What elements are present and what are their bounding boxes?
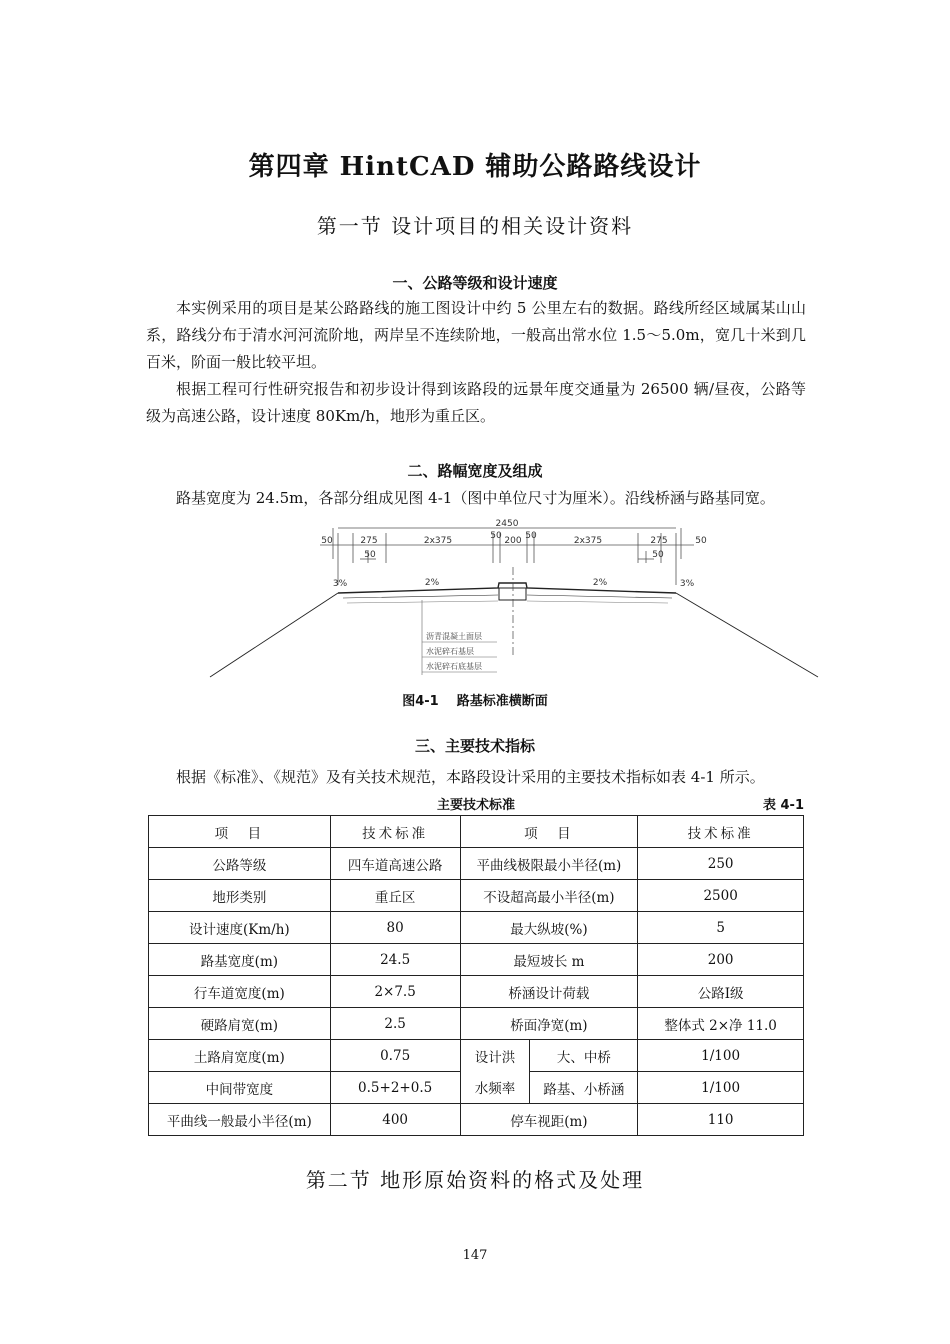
table-cell: 路基宽度(m) bbox=[149, 944, 331, 976]
table-cell: 110 bbox=[638, 1104, 804, 1136]
dim-label: 275 bbox=[360, 536, 378, 546]
dim-label: 50 bbox=[652, 550, 664, 560]
dim-label: 275 bbox=[650, 536, 668, 546]
table-cell: 公路Ⅰ级 bbox=[638, 976, 804, 1008]
paragraph-project-intro: 本实例采用的项目是某公路路线的施工图设计中约 5 公里左右的数据。路线所经区域属某山山系，路线分布于清水河河流阶地，两岸呈不连续阶地，一般高出常水位 1.5～5.0m，宽几十米到几百米，阶面一般比较平坦。 bbox=[146, 299, 806, 371]
dim-label: 50 bbox=[364, 550, 376, 560]
dim-label: 50 bbox=[490, 531, 502, 541]
table-row bbox=[149, 1072, 804, 1104]
table-cell: 公路等级 bbox=[149, 848, 331, 880]
dim-label: 2x375 bbox=[423, 536, 453, 546]
slope-label: 2% bbox=[424, 578, 440, 588]
paragraph-roadbed-width: 路基宽度为 24.5m，各部分组成见图 4-1（图中单位尺寸为厘米）。沿线桥涵与路基同宽。 bbox=[176, 489, 775, 507]
subheading-width: 二、路幅宽度及组成 bbox=[407, 462, 543, 480]
table-cell: 整体式 2×净 11.0 bbox=[638, 1008, 804, 1040]
dim-total-label: 2450 bbox=[495, 519, 519, 529]
layer-label: 水泥碎石基层 bbox=[426, 647, 474, 656]
figure-caption bbox=[0, 690, 950, 709]
roadbed-cross-section-figure bbox=[200, 515, 825, 685]
table-cell: 5 bbox=[638, 912, 804, 944]
slope-label: 3% bbox=[679, 579, 695, 589]
table-cell: 平曲线极限最小半径(m) bbox=[460, 848, 638, 880]
table-cell: 平曲线一般最小半径(m) bbox=[149, 1104, 331, 1136]
table-cell: 200 bbox=[638, 944, 804, 976]
table-cell: 1/100 bbox=[638, 1040, 804, 1072]
layer-label: 水泥碎石底基层 bbox=[426, 662, 482, 671]
main-tech-standards-table bbox=[148, 815, 804, 1136]
table-header-cell: 项 目 bbox=[460, 816, 638, 848]
slope-label: 3% bbox=[332, 579, 348, 589]
table-cell: 2×7.5 bbox=[330, 976, 460, 1008]
table-cell: 四车道高速公路 bbox=[330, 848, 460, 880]
table-row bbox=[149, 944, 804, 976]
table-cell: 24.5 bbox=[330, 944, 460, 976]
table-row bbox=[149, 1008, 804, 1040]
layer-label: 沥青混凝土面层 bbox=[426, 632, 482, 641]
table-cell: 不设超高最小半径(m) bbox=[460, 880, 638, 912]
table-cell: 行车道宽度(m) bbox=[149, 976, 331, 1008]
table-cell: 最短坡长 m bbox=[460, 944, 638, 976]
table-row bbox=[149, 848, 804, 880]
table-cell: 硬路肩宽(m) bbox=[149, 1008, 331, 1040]
table-row bbox=[149, 912, 804, 944]
table-cell: 中间带宽度 bbox=[149, 1072, 331, 1104]
table-cell: 土路肩宽度(m) bbox=[149, 1040, 331, 1072]
page-number: 147 bbox=[462, 1248, 488, 1263]
table-cell: 80 bbox=[330, 912, 460, 944]
table-row bbox=[149, 1104, 804, 1136]
table-cell: 水频率 bbox=[460, 1072, 530, 1104]
table-header-cell: 项 目 bbox=[149, 816, 331, 848]
figure-caption-number: 图4-1 bbox=[402, 694, 439, 709]
table-number: 表 4-1 bbox=[762, 798, 804, 813]
table-header-row bbox=[149, 816, 804, 848]
dim-label: 2x375 bbox=[573, 536, 603, 546]
paragraph-block-3 bbox=[146, 764, 806, 791]
table-cell: 设计速度(Km/h) bbox=[149, 912, 331, 944]
table-cell: 1/100 bbox=[638, 1072, 804, 1104]
table-row bbox=[149, 880, 804, 912]
table-cell: 0.75 bbox=[330, 1040, 460, 1072]
figure-caption-text: 路基标准横断面 bbox=[456, 694, 548, 709]
paragraph-block-2 bbox=[146, 485, 806, 512]
subheading-grade-speed: 一、公路等级和设计速度 bbox=[392, 274, 558, 292]
table-cell: 0.5+2+0.5 bbox=[330, 1072, 460, 1104]
chapter-title: 第四章 HintCAD 辅助公路路线设计 bbox=[248, 152, 702, 182]
table-cell: 2500 bbox=[638, 880, 804, 912]
dim-label: 50 bbox=[321, 536, 333, 546]
table-cell: 停车视距(m) bbox=[460, 1104, 638, 1136]
table-cell: 400 bbox=[330, 1104, 460, 1136]
table-cell: 地形类别 bbox=[149, 880, 331, 912]
table-cell: 桥面净宽(m) bbox=[460, 1008, 638, 1040]
table-header-cell: 技术标准 bbox=[638, 816, 804, 848]
table-cell: 最大纵坡(%) bbox=[460, 912, 638, 944]
dim-label: 50 bbox=[695, 536, 707, 546]
section-title-2: 第二节 地形原始资料的格式及处理 bbox=[305, 1168, 645, 1192]
table-cell: 桥涵设计荷载 bbox=[460, 976, 638, 1008]
paragraph-traffic-volume: 根据工程可行性研究报告和初步设计得到该路段的远景年度交通量为 26500 辆/昼夜，公路等级为高速公路，设计速度 80Km/h，地形为重丘区。 bbox=[146, 380, 806, 425]
table-cell: 设计洪 bbox=[460, 1040, 530, 1072]
table-cell: 大、中桥 bbox=[530, 1040, 638, 1072]
table-cell: 250 bbox=[638, 848, 804, 880]
paragraph-block-1 bbox=[146, 295, 806, 430]
paragraph-table-intro: 根据《标准》、《规范》及有关技术规范，本路段设计采用的主要技术指标如表 4-1 所示。 bbox=[176, 768, 765, 786]
table-title: 主要技术标准 bbox=[436, 798, 515, 813]
dim-label: 200 bbox=[504, 536, 522, 546]
table-cell: 重丘区 bbox=[330, 880, 460, 912]
section-title-1: 第一节 设计项目的相关设计资料 bbox=[316, 214, 634, 238]
table-cell: 路基、小桥涵 bbox=[530, 1072, 638, 1104]
table-row bbox=[149, 976, 804, 1008]
dim-label: 50 bbox=[525, 531, 537, 541]
table-cell: 2.5 bbox=[330, 1008, 460, 1040]
slope-label: 2% bbox=[592, 578, 608, 588]
table-header-cell: 技术标准 bbox=[330, 816, 460, 848]
subheading-tech-index: 三、主要技术指标 bbox=[414, 737, 535, 755]
table-row bbox=[149, 1040, 804, 1072]
